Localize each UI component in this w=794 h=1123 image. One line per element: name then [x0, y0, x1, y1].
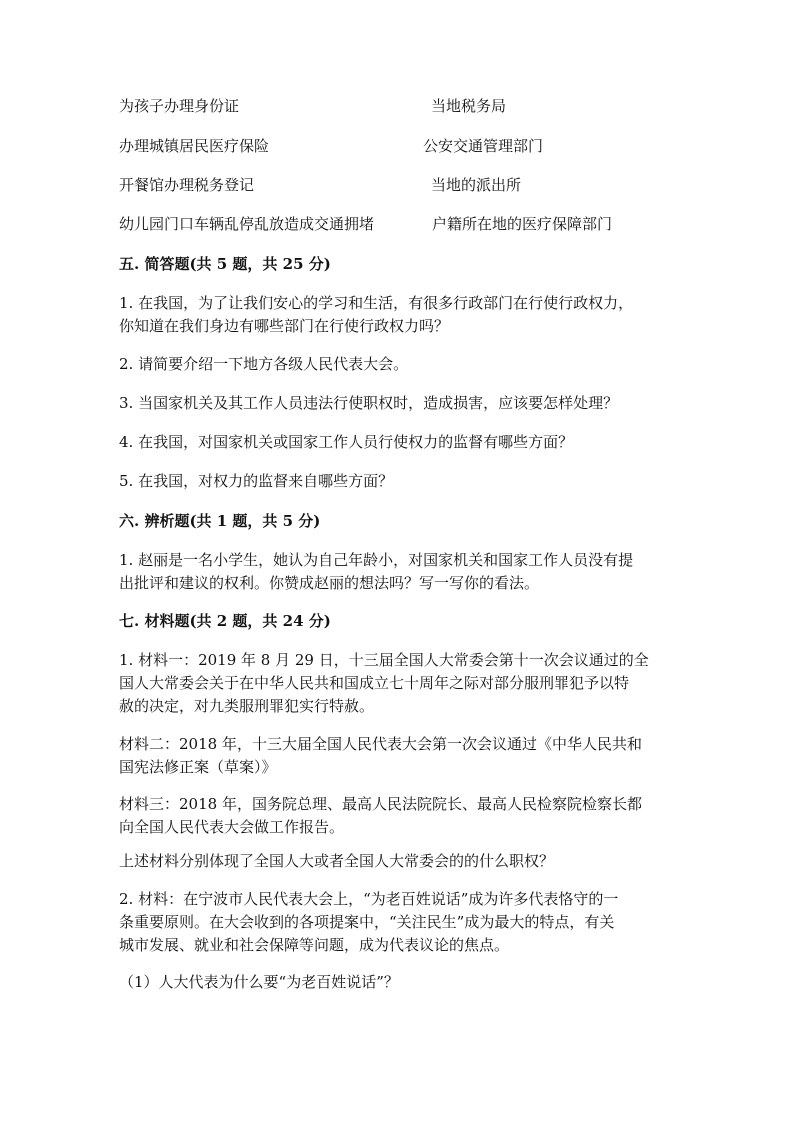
question-3: [119, 392, 679, 415]
material-text-line: 向全国人民代表大会做工作报告。: [119, 818, 345, 836]
material-text-line: 条重要原则。在大会收到的各项提案中，“关注民生”成为最大的特点，有关: [119, 913, 615, 931]
material-3: [119, 793, 679, 839]
question-text-line: 3. 当国家机关及其工作人员违法行使职权时，造成损害，应该要怎样处理？: [119, 394, 619, 412]
question-4: [119, 431, 679, 454]
question-text-line: （1）人大代表为什么要“为老百姓说话”？: [119, 973, 399, 991]
section-heading-materials: 七. 材料题(共 2 题，共 24 分): [119, 612, 331, 630]
question-text-line: 你知道在我们身边有哪些部门在行使行政权力吗？: [119, 317, 450, 335]
material-text-line: 国宪法修正案（草案）》: [119, 758, 277, 776]
material-text-line: 1. 材料一：2019 年 8 月 29 日，十三届全国人大常委会第十一次会议通过的全: [119, 651, 649, 669]
material-1: [119, 649, 679, 718]
question-1: [119, 292, 679, 338]
question-5: [119, 470, 679, 493]
matching-right-item: 户籍所在地的医疗保障部门: [432, 215, 613, 233]
material-4: [119, 888, 679, 957]
material-text-line: 2. 材料：在宁波市人民代表大会上，“为老百姓说话”成为许多代表恪守的一: [119, 890, 619, 908]
material-question: [119, 850, 679, 873]
matching-right-item: 公安交通管理部门: [423, 137, 544, 155]
question-text-line: 2. 请简要介绍一下地方各级人民代表大会。: [119, 355, 409, 373]
material-text-line: 城市发展、就业和社会保障等问题，成为代表议论的焦点。: [119, 936, 510, 954]
material-text-line: 材料三：2018 年，国务院总理、最高人民法院院长、最高人民检察院检察长都: [119, 795, 642, 813]
matching-left-item: 办理城镇居民医疗保险: [119, 137, 270, 155]
question-text-line: 1. 在我国，为了让我们安心的学习和生活，有很多行政部门在行使行政权力，: [119, 294, 634, 312]
matching-row: [119, 174, 679, 196]
sub-question-1: [119, 971, 679, 994]
question-text-line: 4. 在我国，对国家机关或国家工作人员行使权力的监督有哪些方面？: [119, 433, 574, 451]
question-text-line: 上述材料分别体现了全国人大或者全国人大常委会的的什么职权？: [119, 852, 555, 870]
matching-row: [119, 213, 679, 235]
question-2: [119, 353, 679, 376]
material-text-line: 赦的决定，对九类服刑罪犯实行特赦。: [119, 697, 375, 715]
section-heading-short-answer: 五. 简答题(共 5 题，共 25 分): [119, 255, 331, 273]
matching-row: [119, 95, 679, 117]
matching-right-item: 当地税务局: [431, 97, 507, 115]
question-text-line: 出批评和建议的权利。你赞成赵丽的想法吗？写一写你的看法。: [119, 574, 540, 592]
analysis-question-1: [119, 549, 679, 595]
matching-left-item: 开餐馆办理税务登记: [119, 176, 255, 194]
matching-left-item: 为孩子办理身份证: [119, 97, 240, 115]
section-heading-analysis: 六. 辨析题(共 1 题，共 5 分): [119, 512, 321, 530]
question-text-line: 1. 赵丽是一名小学生，她认为自己年龄小，对国家机关和国家工作人员没有提: [119, 551, 634, 569]
matching-row: [119, 135, 679, 157]
matching-left-item: 幼儿园门口车辆乱停乱放造成交通拥堵: [119, 215, 375, 233]
material-text-line: 材料二：2018 年，十三大届全国人民代表大会第一次会议通过《中华人民共和: [119, 735, 642, 753]
matching-right-item: 当地的派出所: [431, 176, 522, 194]
question-text-line: 5. 在我国，对权力的监督来自哪些方面？: [119, 472, 394, 490]
material-2: [119, 733, 679, 779]
material-text-line: 国人大常委会关于在中华人民共和国成立七十周年之际对部分服刑罪犯予以特: [119, 674, 630, 692]
